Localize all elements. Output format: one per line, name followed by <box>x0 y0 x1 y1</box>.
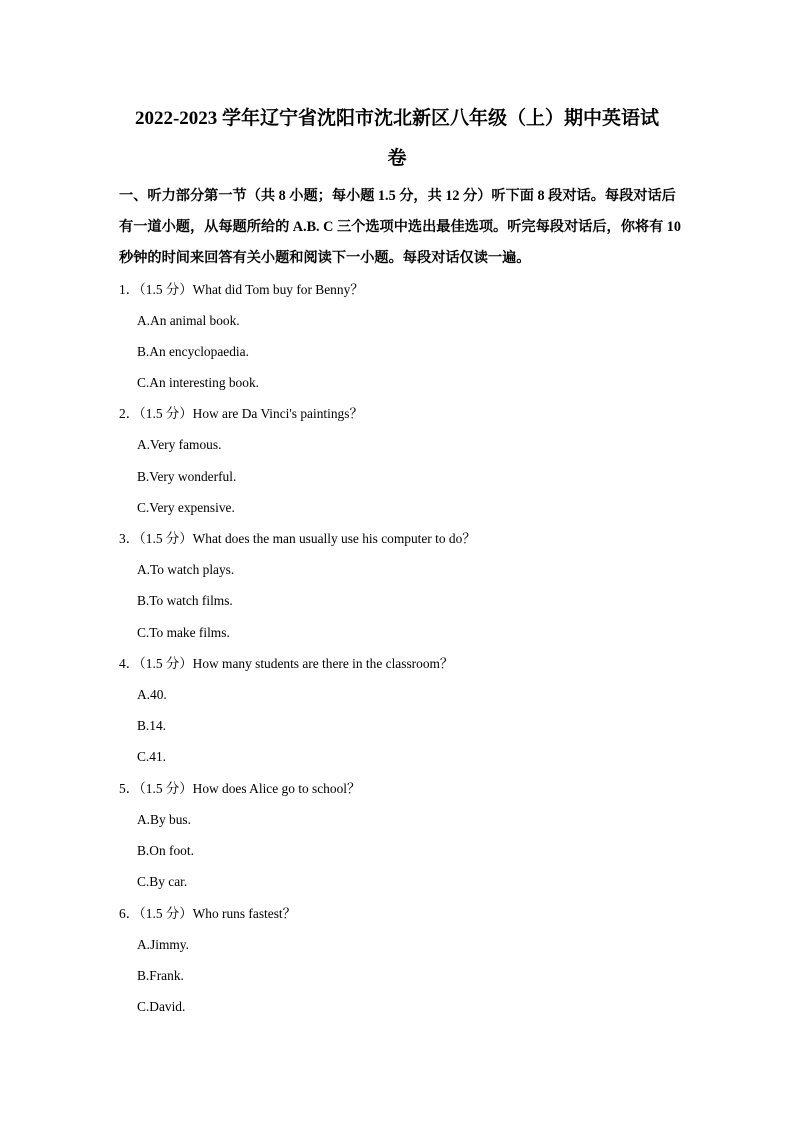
question-3-option-c: C.To make films. <box>137 625 230 640</box>
question-2-option-b: B.Very wonderful. <box>137 469 237 484</box>
exam-title-line-2: 卷 <box>387 148 407 169</box>
section-instructions-line-3: 秒钟的时间来回答有关小题和阅读下一小题。每段对话仅读一遍。 <box>119 250 531 266</box>
question-3-option-b: B.To watch films. <box>137 593 233 608</box>
question-1-option-a: A.An animal book. <box>137 313 240 328</box>
question-2-option-a: A.Very famous. <box>137 437 222 452</box>
section-instructions-line-2: 有一道小题，从每题所给的 A.B. C 三个选项中选出最佳选项。听完每段对话后，你将有 10 <box>119 219 681 235</box>
question-2-option-c: C.Very expensive. <box>137 500 235 515</box>
question-6-option-a: A.Jimmy. <box>137 937 189 952</box>
question-6-option-c: C.David. <box>137 999 186 1014</box>
question-5-option-b: B.On foot. <box>137 843 194 858</box>
question-6-option-b: B.Frank. <box>137 968 184 983</box>
question-1-option-b: B.An encyclopaedia. <box>137 344 249 359</box>
question-6-stem: 6．（1.5 分）Who runs fastest？ <box>119 906 297 921</box>
question-3-stem: 3．（1.5 分）What does the man usually use his computer to do？ <box>119 531 476 546</box>
question-3-option-a: A.To watch plays. <box>137 562 235 577</box>
question-2-stem: 2．（1.5 分）How are Da Vinci's paintings？ <box>119 406 363 421</box>
question-4-option-c: C.41. <box>137 749 167 764</box>
question-4-option-a: A.40. <box>137 687 167 702</box>
question-5-option-a: A.By bus. <box>137 812 191 827</box>
question-5-stem: 5．（1.5 分）How does Alice go to school？ <box>119 781 361 796</box>
section-instructions-line-1: 一、听力部分第一节（共 8 小题；每小题 1.5 分，共 12 分）听下面 8 段对话。每段对话后 <box>119 188 676 204</box>
question-5-option-c: C.By car. <box>137 874 188 889</box>
question-1-option-c: C.An interesting book. <box>137 375 259 390</box>
question-1-stem: 1．（1.5 分）What did Tom buy for Benny？ <box>119 282 364 297</box>
question-4-option-b: B.14. <box>137 718 167 733</box>
exam-title-line-1: 2022-2023 学年辽宁省沈阳市沈北新区八年级（上）期中英语试 <box>134 108 660 129</box>
question-4-stem: 4．（1.5 分）How many students are there in the classroom？ <box>119 656 454 671</box>
